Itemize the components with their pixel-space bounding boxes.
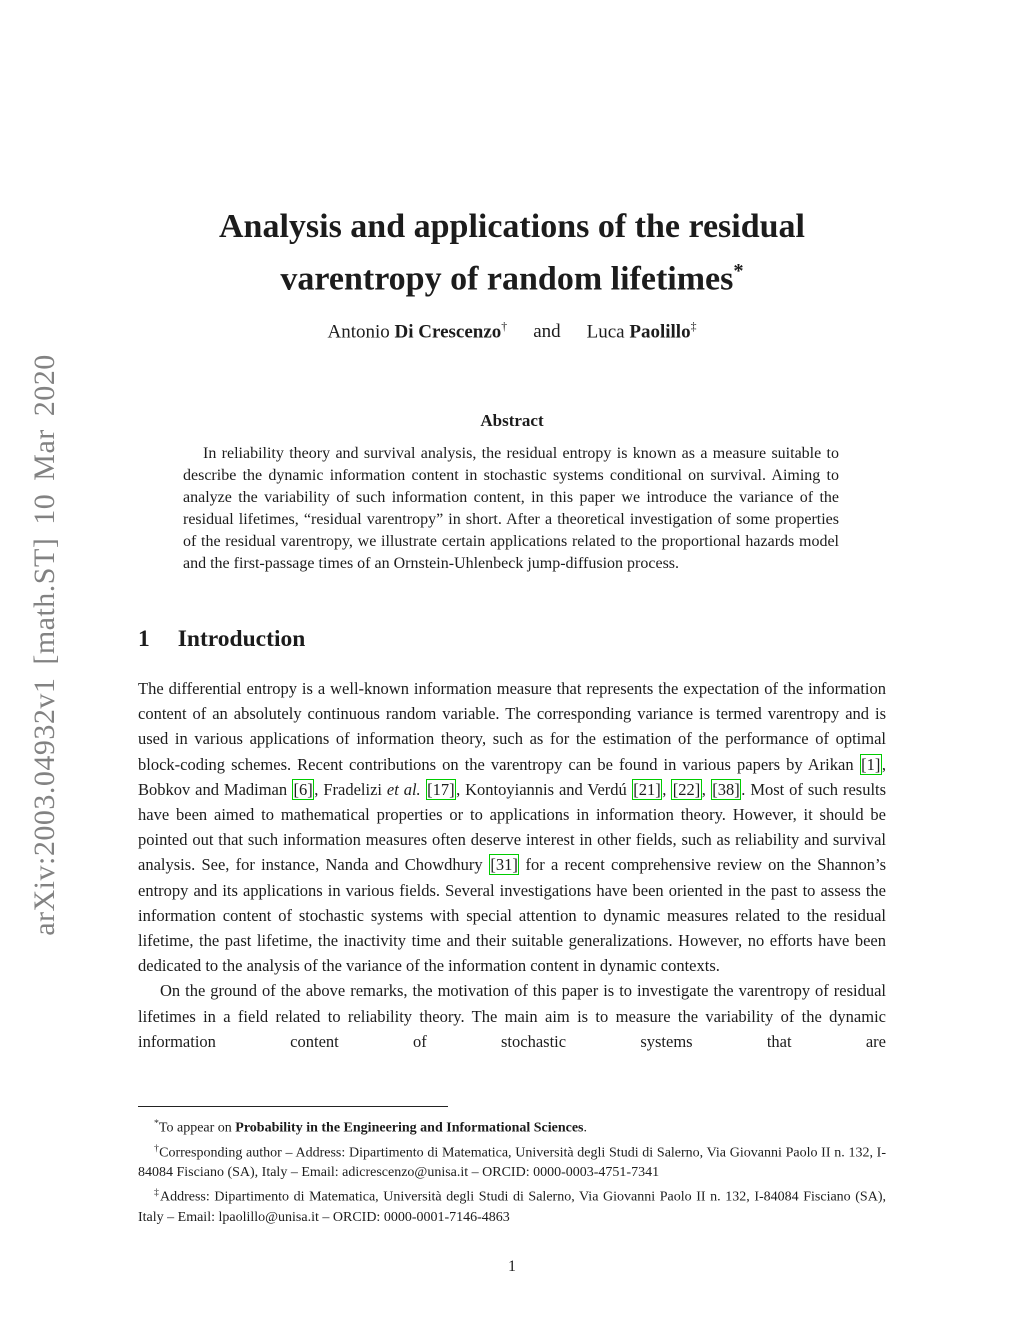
footnote-corresponding-author: [138, 1139, 886, 1184]
paper-title-line-2-text: varentropy of random lifetimes: [280, 260, 734, 298]
footnote-block: [138, 1106, 886, 1228]
footnote-text: [138, 1142, 886, 1181]
footnote-marker: ‡: [154, 1187, 160, 1199]
author2-first-name: Luca: [586, 321, 630, 343]
text-segment: ,: [701, 779, 711, 799]
intro-paragraph-1: [138, 676, 886, 978]
text-segment: .: [583, 1120, 588, 1136]
footnote-rule: [138, 1106, 448, 1107]
title-footnote-marker: *: [733, 260, 744, 282]
section-heading-introduction: [138, 626, 305, 653]
author2-last-name: Paolillo: [629, 321, 691, 343]
text-segment: , Bobkov and Madiman: [138, 754, 886, 799]
citation-link[interactable]: [6]: [293, 779, 313, 799]
intro-paragraph-2: On the ground of the above remarks, the motivation of this paper is to investigate the varentropy of residual lifetimes in a field related to reliability theory. The main aim is to measure the variability of the dynamic information content of stochastic systems that are: [138, 981, 886, 1051]
section-number: 1: [138, 626, 150, 652]
author1-last-name: Di Crescenzo: [394, 321, 502, 343]
text-segment: , Kontoyiannis and Verdú: [456, 779, 632, 799]
footnote-second-author-address: [138, 1183, 886, 1228]
text-segment: Probability in the Engineering and Informational Sciences: [235, 1120, 584, 1136]
abstract-heading: Abstract: [480, 411, 544, 430]
author1-footnote-marker: †: [501, 320, 508, 333]
text-segment: . Most of such results have been aimed to mathematical properties or to applications in information theory. However, it should be pointed out that such information measures often deserve interest in other fields, such as reliability and survival analysis. See, for instance, Nanda and Chowdhury: [138, 779, 887, 875]
text-segment: for a recent comprehensive review on the Shannon’s entropy and its applications in various fields. Several investigations have been oriented in the past to assess the information content of stochastic systems with special attention to dynamic measures related to the residual lifetime, the past lifetime, the inactivity time and their suitable generalizations. However, no efforts have been dedicated to the analysis of the variance of the information content in dynamic contexts.: [138, 855, 886, 976]
text-segment: , Fradelizi: [314, 779, 387, 799]
arxiv-stamp: arXiv:2003.04932v1 [math.ST] 10 Mar 2020: [28, 354, 61, 936]
text-segment: et al.: [386, 779, 421, 799]
text-segment: Address: Dipartimento di Matematica, Università degli Studi di Salerno, Via Giovanni Paolo II n. 132, I-84084 Fisciano (SA), Italy – Email: lpaolillo@unisa.it – ORCID: 0000-0001-7146-4863: [138, 1189, 886, 1225]
citation-link[interactable]: [17]: [427, 779, 455, 799]
paper-title-line-2: [0, 249, 1024, 301]
text-segment: Corresponding author – Address: Dipartimento di Matematica, Università degli Studi di Salerno, Via Giovanni Paolo II n. 132, I-84084 Fisciano (SA), Italy – Email: adicrescenzo@unisa.it – ORCID: 0000-0003-4751-7341: [138, 1145, 886, 1181]
text-segment: The differential entropy is a well-known information measure that represents the expectation of the information content of an absolutely continuous random variable. The corresponding variance is termed varentropy and is used in various applications of information theory, such as for the estimation of the performance of optimal block-coding schemes. Recent contributions on the varentropy can be found in various papers by Arikan: [138, 679, 886, 774]
citation-link[interactable]: [21]: [633, 779, 661, 799]
footnote-text: [138, 1190, 886, 1225]
footnote-marker: *: [154, 1118, 159, 1129]
abstract-body: In reliability theory and survival analysis, the residual entropy is known as a measure suitable to describe the dynamic information content in stochastic systems conditional on survival. Aiming to analyze the variability of such information content, in this paper we introduce the variance of the residual lifetimes, “residual varentropy” in short. After a theoretical investigation of some properties of the residual varentropy, we illustrate certain applications related to the proportional hazards model and the first-passage times of an Ornstein-Uhlenbeck jump-diffusion process.: [183, 445, 839, 573]
citation-link[interactable]: [22]: [672, 779, 701, 799]
text-segment: To appear on: [158, 1120, 236, 1136]
paper-title: [0, 204, 1024, 301]
introduction-text: [138, 676, 886, 1054]
footnote-marker: †: [154, 1142, 160, 1154]
citation-link[interactable]: [31]: [490, 855, 518, 875]
authors-separator: and: [533, 321, 561, 343]
text-segment: ,: [662, 779, 672, 799]
paper-title-line-1: Analysis and applications of the residual: [218, 208, 805, 245]
citation-link[interactable]: [38]: [712, 779, 740, 799]
section-title: Introduction: [177, 626, 306, 652]
author2-footnote-marker: ‡: [690, 320, 697, 333]
text-segment: [421, 780, 426, 799]
authors-line: [0, 320, 1024, 343]
citation-link[interactable]: [1]: [861, 754, 881, 774]
footnote-to-appear: [138, 1114, 886, 1139]
footnote-text: [159, 1121, 587, 1136]
author1-first-name: Antonio: [327, 321, 395, 343]
page-number: 1: [508, 1258, 516, 1275]
